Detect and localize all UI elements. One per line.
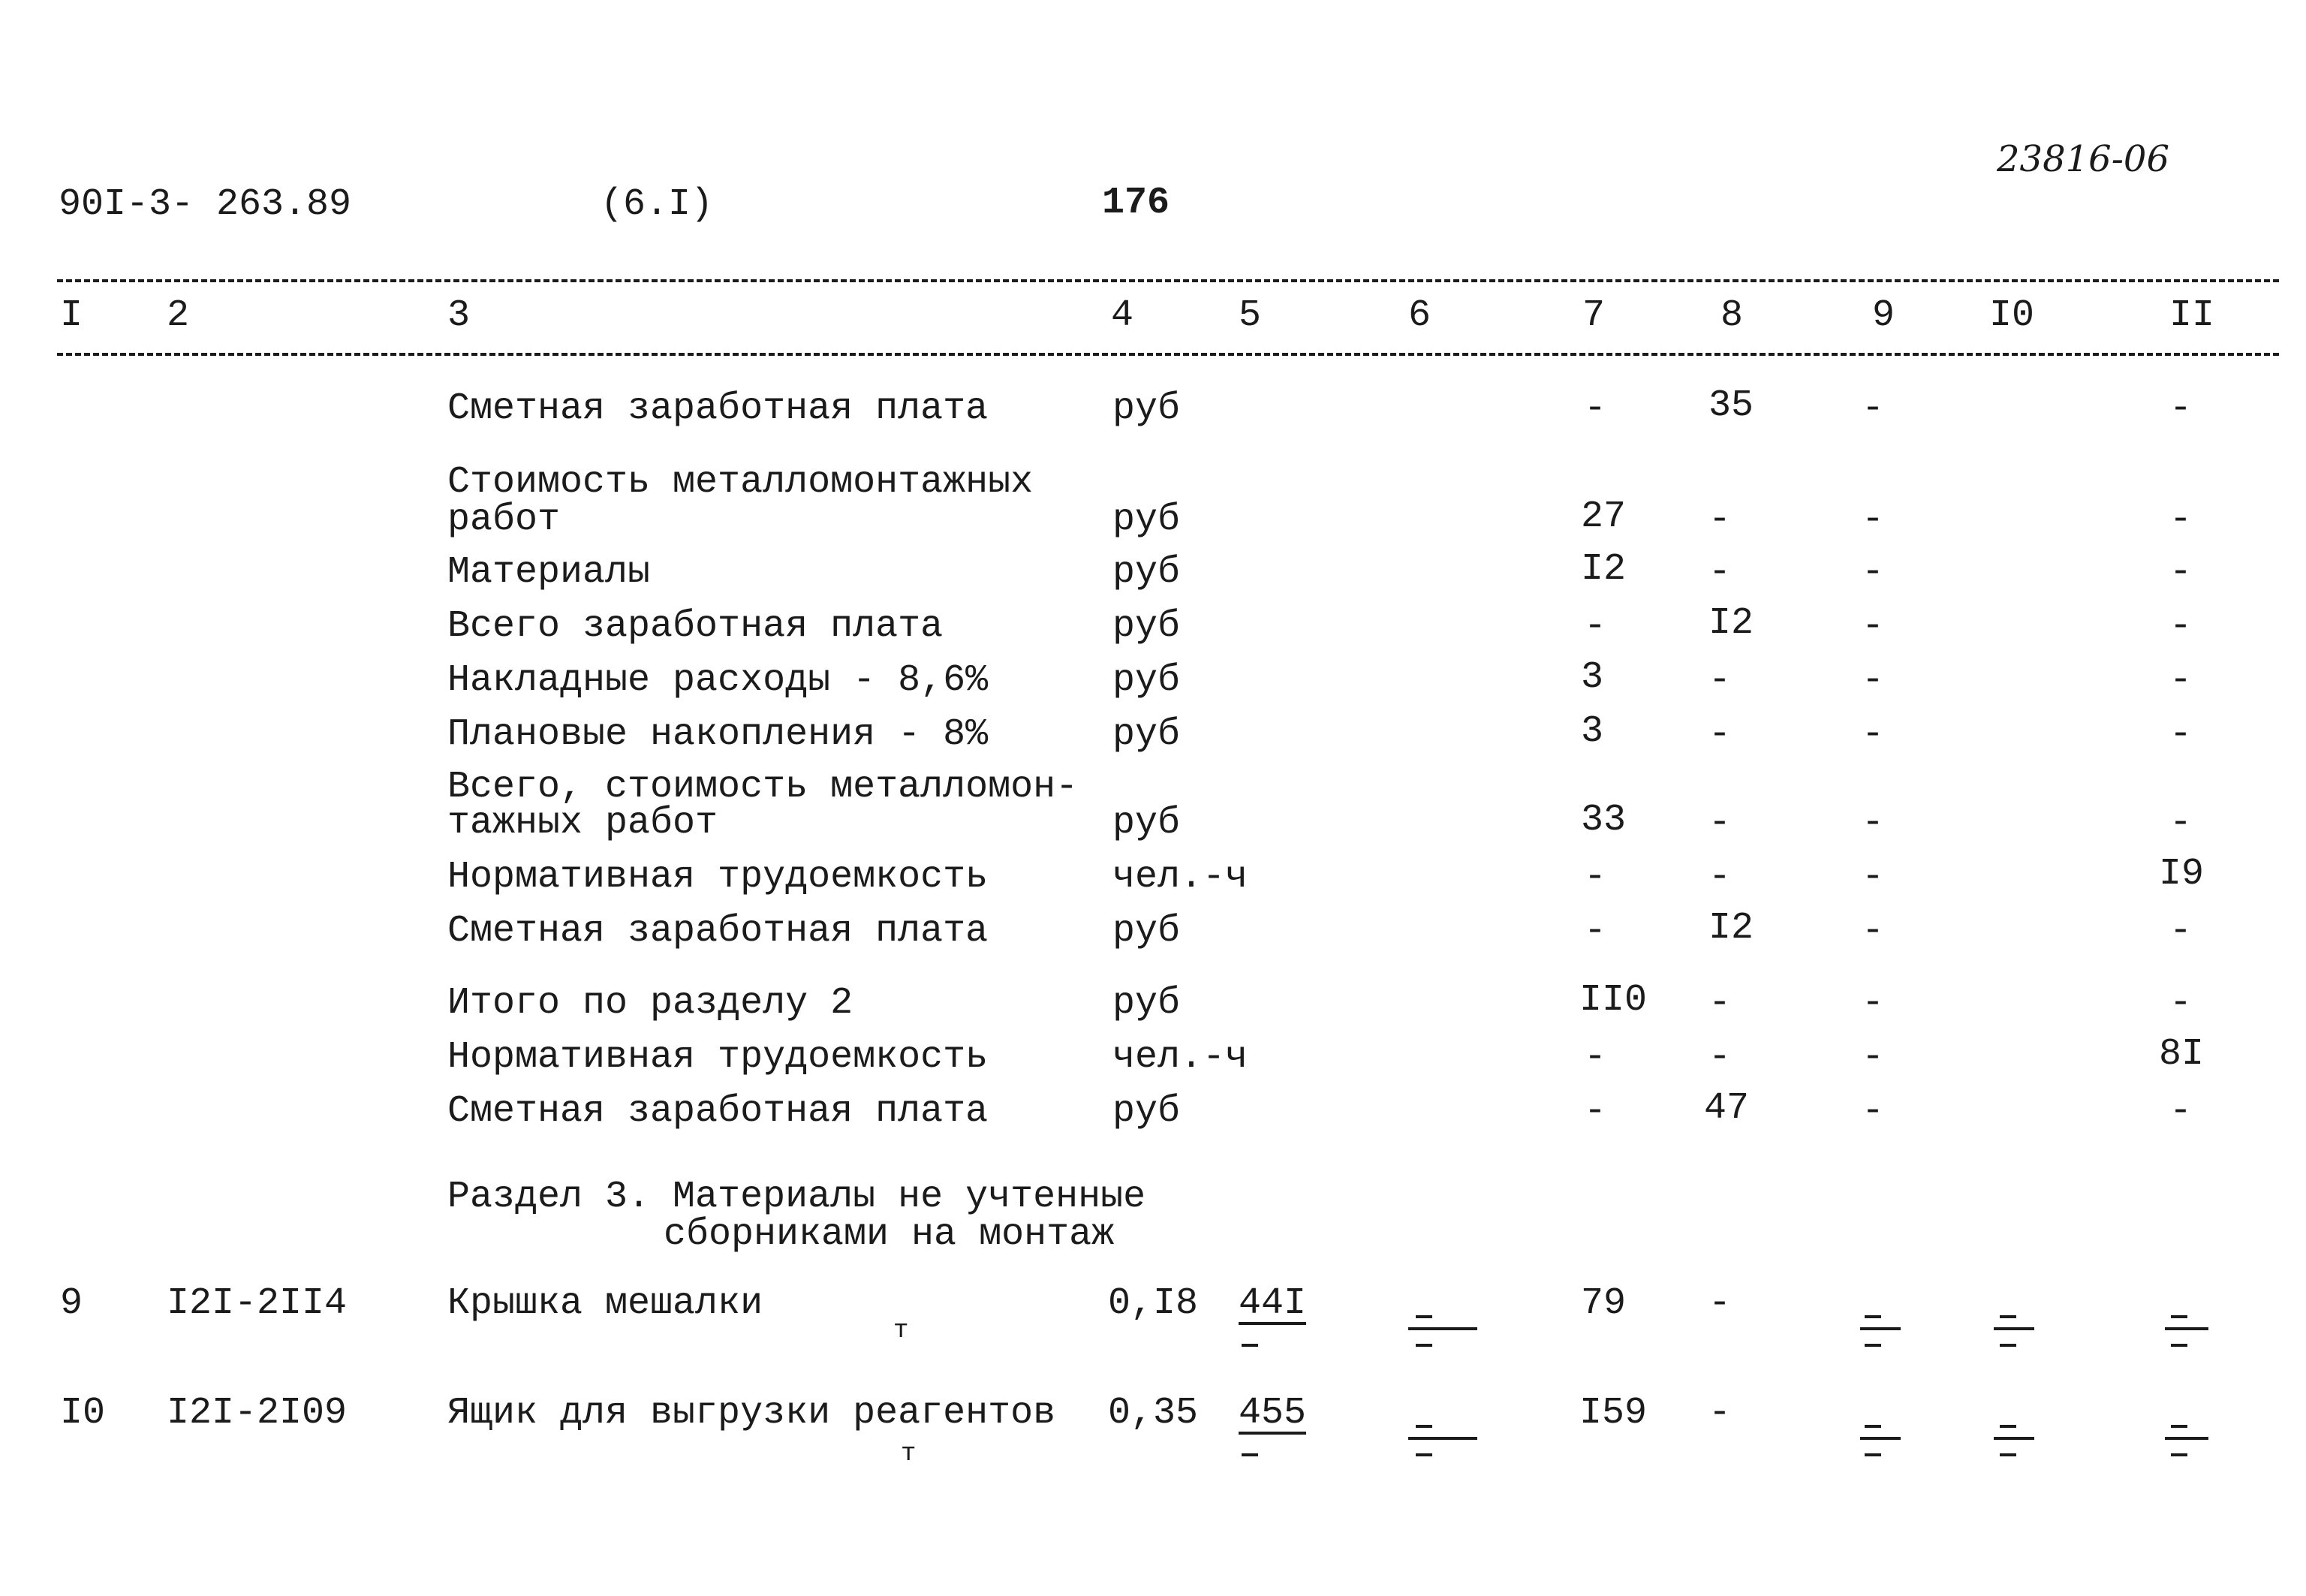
row-col9: - [1862,659,1885,702]
row-col8: 47 [1704,1087,1750,1130]
row-col11: - [2169,802,2193,845]
row-unit: руб [1112,982,1181,1025]
fraction-blank [1865,1425,1881,1428]
row-col11: 8I [2159,1033,2205,1076]
item-col8: - [1708,1282,1732,1325]
row-col7: I2 [1581,548,1627,591]
row-unit: руб [1112,498,1181,541]
item-unit-price: 455 [1239,1392,1307,1435]
row-name: Сметная заработная плата [447,387,989,430]
fraction-line [2165,1437,2208,1440]
row-name: Сметная заработная плата [447,910,989,953]
row-col7: - [1584,910,1607,953]
row-unit: чел.-ч [1112,1036,1248,1079]
row-col7: - [1584,1090,1607,1133]
row-col11: - [2169,1090,2193,1133]
row-col9: - [1862,387,1885,430]
row-name: Материалы [447,551,651,594]
row-name: Нормативная трудоемкость [447,856,989,899]
row-col8: - [1708,1036,1732,1079]
row-col7: 3 [1581,710,1604,753]
row-col9: - [1862,713,1885,756]
row-unit: руб [1112,387,1181,430]
row-name-line2: тажных работ [447,802,718,845]
row-col8: - [1708,713,1732,756]
column-header: I [60,294,83,337]
row-name: Плановые накопления - 8% [447,713,989,756]
row-col8: - [1708,498,1732,541]
row-col9: - [1862,551,1885,594]
fraction-line [1994,1327,2034,1330]
fraction-blank [2171,1425,2187,1428]
row-unit: чел.-ч [1112,856,1248,899]
column-header: 3 [447,294,471,337]
column-header: 9 [1872,294,1895,337]
row-col7: - [1584,1036,1607,1079]
fraction-line [2165,1327,2208,1330]
fraction-blank [2171,1453,2187,1456]
fraction-blank [1865,1315,1881,1318]
row-col9: - [1862,1090,1885,1133]
fraction-blank [2000,1344,2016,1347]
header-rule-bottom [57,353,2279,356]
row-col7: - [1584,605,1607,648]
row-col9: - [1862,910,1885,953]
row-col9: - [1862,856,1885,899]
fraction-blank [1416,1344,1432,1347]
item-code: I2I-2II4 [167,1282,348,1325]
row-col8: - [1708,856,1732,899]
fraction-line [1408,1437,1477,1440]
row-col9: - [1862,605,1885,648]
item-code: I2I-2I09 [167,1392,348,1435]
row-col7: - [1584,387,1607,430]
section-title-line1: Раздел 3. Материалы не учтенные [447,1176,1146,1218]
fraction-line [1860,1437,1901,1440]
row-name: Всего заработная плата [447,605,944,648]
column-header: 7 [1582,294,1606,337]
fraction-blank [2171,1315,2187,1318]
page-number: 176 [1102,182,1170,224]
row-col9: - [1862,982,1885,1025]
fraction-line [1994,1437,2034,1440]
row-unit: руб [1112,605,1181,648]
row-col11: - [2169,910,2193,953]
row-col7: - [1584,856,1607,899]
row-name: Накладные расходы - 8,6% [447,659,989,702]
archive-number: 23816-06 [1997,138,2169,180]
row-col9: - [1862,1036,1885,1079]
row-col7: 27 [1581,495,1627,538]
row-col8: - [1708,982,1732,1025]
row-col11: - [2169,982,2193,1025]
fraction-blank [2000,1315,2016,1318]
item-quantity: 0,35 [1108,1392,1199,1435]
column-header: 4 [1111,294,1134,337]
row-unit: руб [1112,713,1181,756]
section-title-line2: сборниками на монтаж [664,1213,1115,1256]
column-header: 2 [167,294,190,337]
row-col11: - [2169,387,2193,430]
fraction-blank [1416,1453,1432,1456]
section-reference: (6.I) [601,183,714,226]
row-name: Сметная заработная плата [447,1090,989,1133]
row-col8: - [1708,802,1732,845]
row-col11: - [2169,551,2193,594]
row-unit: руб [1112,910,1181,953]
item-number: 9 [60,1282,83,1325]
column-header: II [2169,294,2215,337]
item-name: Ящик для выгрузки реагентов [447,1392,1056,1435]
row-unit: руб [1112,802,1181,845]
row-col8: I2 [1708,907,1754,950]
fraction-blank [1416,1315,1432,1318]
row-unit: руб [1112,1090,1181,1133]
row-col9: - [1862,802,1885,845]
row-col11: - [2169,659,2193,702]
item-name: Крышка мешалки [447,1282,763,1325]
fraction-blank [2000,1453,2016,1456]
fraction-blank [2171,1344,2187,1347]
row-col11: - [2169,498,2193,541]
fraction-blank [2000,1425,2016,1428]
fraction-blank [1242,1453,1258,1456]
item-col8: - [1708,1392,1732,1435]
fraction-blank [1865,1453,1881,1456]
item-number: I0 [60,1392,106,1435]
column-header: 6 [1408,294,1431,337]
row-col7: II0 [1579,979,1648,1022]
item-total: I59 [1579,1392,1648,1435]
row-name-line2: работ [447,498,561,541]
header-rule-top [57,279,2279,282]
row-col8: - [1708,659,1732,702]
document-code: 90I-3- 263.89 [59,183,352,226]
row-col11: - [2169,713,2193,756]
row-col7: 33 [1581,799,1627,842]
row-col8: - [1708,551,1732,594]
row-col11: I9 [2159,853,2205,896]
row-col9: - [1862,498,1885,541]
row-col7: 3 [1581,656,1604,699]
column-header: 8 [1720,294,1744,337]
row-name-line1: Всего, стоимость металломон- [447,766,1079,809]
fraction-blank [1865,1344,1881,1347]
fraction-line [1408,1327,1477,1330]
row-unit: руб [1112,551,1181,594]
row-name: Нормативная трудоемкость [447,1036,989,1079]
item-unit-price: 44I [1239,1282,1307,1325]
item-unit: т [893,1317,909,1345]
fraction-blank [1242,1344,1258,1347]
row-unit: руб [1112,659,1181,702]
row-col8: 35 [1708,384,1754,427]
fraction-blank [1416,1425,1432,1428]
row-col11: - [2169,605,2193,648]
row-name: Итого по разделу 2 [447,982,853,1025]
column-header: 5 [1239,294,1262,337]
item-quantity: 0,I8 [1108,1282,1199,1325]
item-unit: т [901,1440,917,1468]
column-header: I0 [1989,294,2035,337]
item-total: 79 [1581,1282,1627,1325]
row-col8: I2 [1708,602,1754,645]
row-name-line1: Стоимость металломонтажных [447,461,1034,504]
fraction-line [1860,1327,1901,1330]
